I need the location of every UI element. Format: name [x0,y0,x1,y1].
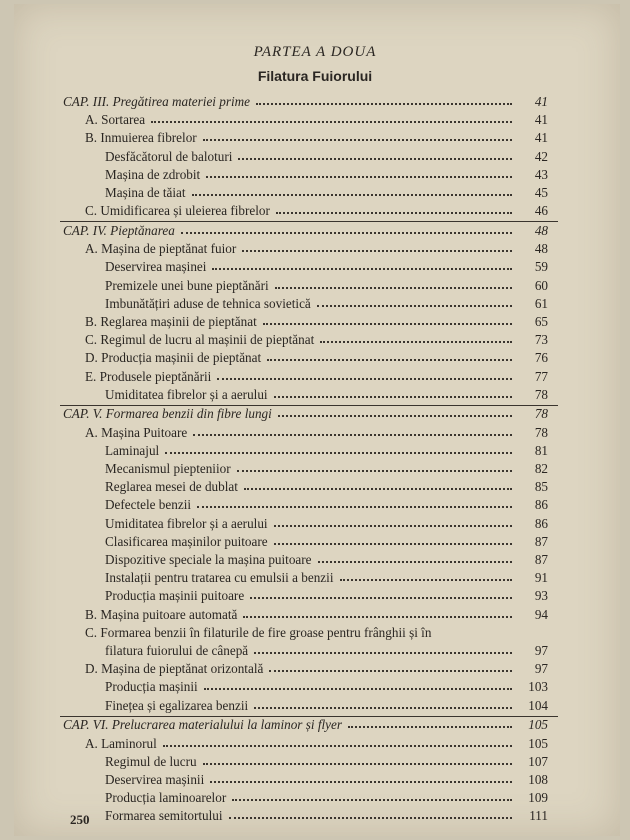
toc-entry [105,166,548,183]
dot-leader [274,543,512,545]
toc-entry-title: Desfăcătorul de baloturi [105,148,233,164]
toc-entry [105,551,548,568]
dot-leader [250,597,512,599]
toc-page-number: 48 [534,222,548,238]
toc-entry-title: Mecanismul piepteniior [105,461,231,476]
toc-page-number: 94 [534,606,548,622]
toc-entry [105,386,548,403]
toc-entry-title: D. Producția mașinii de pieptănat [85,350,262,366]
toc-page-number: 78 [534,406,548,422]
toc-entry-title: Producția mașinii puitoare [105,588,245,604]
toc-entry-title: Mașina de zdrobit [105,166,201,182]
toc-entry-title: CAP. VI. Prelucrarea materialului la laminor și flyer [63,717,342,733]
toc-entry-title: B. Mașina puitoare automată [85,606,238,622]
toc-entry-title: Deservirea mașinei [105,259,207,275]
toc-entry [85,129,548,146]
toc-entry [105,460,548,477]
toc-entry-title: Mașina de tăiat [105,185,186,200]
toc-page-number: 104 [528,697,548,713]
dot-leader [242,250,512,252]
dot-leader [348,726,512,728]
dot-leader [318,561,512,563]
toc-entry [85,624,548,641]
toc-entry-title: Dispozitive speciale la mașina puitoare [105,552,312,567]
toc-entry-title: Reglarea mesei de dublat [105,479,238,495]
dot-leader [192,194,512,196]
dot-leader [317,305,512,307]
dot-leader [340,579,513,581]
toc-entry [85,606,548,623]
toc-chapter-entry [63,716,548,733]
toc-page-number: 42 [534,148,548,164]
dot-leader [193,434,512,436]
section-title: Filatura Fuiorului [257,68,373,84]
toc-chapter-entry [63,93,548,110]
dot-leader [274,525,512,527]
dot-leader [274,396,512,398]
toc-entry-title: A. Mașina de pieptănat fuior [85,241,237,257]
toc-entry [105,697,548,714]
toc-entry [85,424,548,441]
toc-entry [85,202,548,219]
toc-entry [105,569,548,586]
toc-entry-title: CAP. V. Formarea benzii din fibre lungi [63,406,272,422]
toc-entry [105,184,548,201]
toc-entry-title: CAP. IV. Pieptănarea [63,222,175,238]
toc-entry [105,277,548,294]
toc-entry [85,111,548,128]
toc-page-number: 105 [528,717,548,733]
toc-entry [105,442,548,459]
toc-entry-title: B. Inmuierea fibrelor [85,130,197,146]
toc-entry [105,148,548,165]
toc-page-number: 60 [534,277,548,293]
toc-entry-title: Finețea și egalizarea benzii [105,697,249,713]
toc-entry [85,368,548,385]
toc-entry [105,295,548,312]
toc-page-number: 85 [534,479,548,495]
toc-entry-title: Deservirea mașinii [105,771,205,787]
toc-entry-title: C. Formarea benzii în filaturile de fire groase pentru frânghii și în [85,624,432,640]
toc-page-number: 61 [534,295,548,311]
toc-page-number: 97 [534,643,548,658]
toc-entry-title: C. Umidificarea și uleierea fibrelor [85,203,270,219]
toc-page-number: 82 [534,461,548,476]
toc-entry-title: Producția mașinii [105,679,198,695]
dot-leader [204,688,512,690]
toc-entry [105,642,548,659]
dot-leader [320,341,512,343]
toc-entry [85,660,548,677]
dot-leader [267,359,512,361]
dot-leader [256,103,512,105]
toc-entry [105,533,548,550]
toc-entry [105,753,548,770]
toc-page-number: 87 [534,552,548,567]
toc-chapter-entry [63,405,548,422]
dot-leader [244,488,512,490]
dot-leader [181,232,512,234]
toc-entry-title: Clasificarea mașinilor puitoare [105,533,268,549]
dot-leader [212,268,512,270]
toc-entry-title: D. Mașina de pieptănat orizontală [85,661,264,677]
toc-entry-title: Umiditatea fibrelor și a aerului [105,515,268,531]
toc-page-number: 103 [528,679,548,695]
dot-leader [254,707,512,709]
dot-leader [254,652,512,654]
toc-page-number: 48 [534,241,548,257]
toc-page-number: 45 [534,185,548,200]
toc-page-number: 43 [534,166,548,182]
toc-page-number: 78 [534,424,548,440]
toc-entry-title: Regimul de lucru [105,753,197,769]
toc-page-number: 81 [534,442,548,458]
page-number: 250 [70,812,90,827]
dot-leader [151,121,512,123]
toc-page-number: 76 [534,350,548,366]
toc-entry-title: Instalații pentru tratarea cu emulsii a benzii [105,570,334,586]
toc-page-number: 78 [534,386,548,402]
toc-entry [85,735,548,752]
toc-entry [105,258,548,275]
dot-leader [197,506,512,508]
toc-entry-title: Imbunătățiri aduse de tehnica sovietică [105,295,311,311]
toc-page-number: 86 [534,515,548,531]
toc-page-number: 97 [534,661,548,677]
toc-page-number: 109 [528,790,548,806]
toc-page-number: 107 [528,753,548,769]
dot-leader [203,139,512,141]
toc-page-number: 59 [534,259,548,275]
toc-entry [105,515,548,532]
toc-entry [105,771,548,788]
toc-page-number: 73 [534,332,548,348]
dot-leader [263,323,512,325]
toc-entry-title: A. Sortarea [85,112,146,128]
toc-page-number: 93 [534,588,548,604]
dot-leader [275,287,512,289]
toc-page-number: 86 [534,497,548,513]
toc-entry-title: Umiditatea fibrelor și a aerului [105,386,268,402]
toc-page-number: 105 [528,735,548,751]
toc-page-number: 108 [528,771,548,787]
dot-leader [269,670,512,672]
toc-page-number: 87 [534,533,548,549]
dot-leader [238,158,512,160]
toc-entry-title: Premizele unei bune pieptănări [105,277,269,293]
toc-entry [105,587,548,604]
dot-leader [210,781,512,783]
toc-entry [85,331,548,348]
toc-entry-title: Defectele benzii [105,497,192,513]
dot-leader [203,763,512,765]
dot-leader [276,212,512,214]
dot-leader [165,452,512,454]
toc-entry [105,678,548,695]
toc-entry-title: Producția laminoarelor [105,790,227,806]
toc-entry-title: Formarea semitortului [105,808,223,824]
dot-leader [217,378,512,380]
part-title: PARTEA A DOUA [253,44,377,60]
dot-leader [237,470,512,472]
toc-page-number: 77 [534,368,548,384]
toc-entry [105,789,548,806]
toc-entry [105,807,548,824]
toc-page-number: 41 [534,112,548,128]
toc-page-number: 91 [534,570,548,586]
toc-entry-title: C. Regimul de lucru al mașinii de pieptănat [85,332,315,348]
toc-page-number: 41 [534,130,548,146]
dot-leader [278,415,512,417]
toc-page-number: 111 [529,808,548,824]
toc-entry [85,313,548,330]
dot-leader [232,799,512,801]
toc-entry [85,349,548,366]
toc-entry-title: Laminajul [105,442,160,458]
toc-entry-title: A. Mașina Puitoare [85,424,188,440]
toc-page-number: 65 [534,313,548,329]
toc-page-number: 46 [534,203,548,219]
toc-entry-title: CAP. III. Pregătirea materiei prime [63,94,251,109]
toc-entry-title: E. Produsele pieptănării [85,368,212,384]
toc-chapter-entry [63,222,548,239]
dot-leader [243,616,512,618]
toc-entry-title: A. Laminorul [85,735,157,751]
dot-leader [163,745,512,747]
toc-page-number: 41 [534,94,548,109]
toc-entry [105,496,548,513]
dot-leader [229,817,512,819]
toc-entry-title: B. Reglarea mașinii de pieptănat [85,313,257,329]
toc-entry-title: filatura fuiorului de cânepă [105,643,249,658]
dot-leader [206,176,512,178]
toc-entry [85,240,548,257]
toc-entry [105,478,548,495]
